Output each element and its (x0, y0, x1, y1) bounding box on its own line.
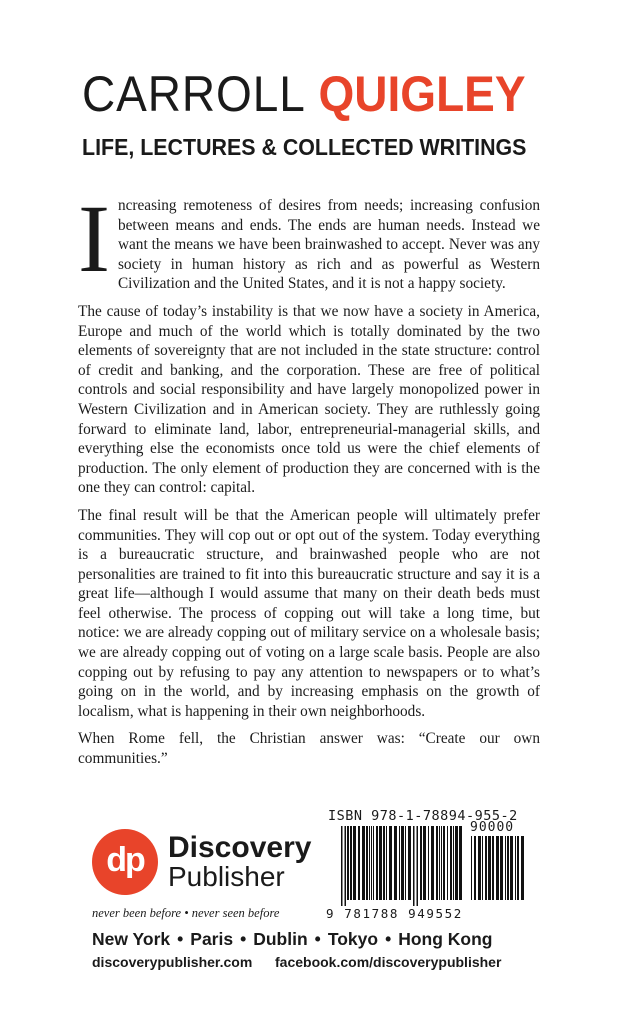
barcode-bar (478, 836, 481, 900)
barcode-bar (376, 826, 378, 900)
publisher-name-line1: Discovery (168, 831, 312, 864)
barcode-bar (492, 836, 494, 900)
barcode-bar (417, 826, 419, 906)
city-list (92, 928, 492, 950)
barcode-bar (405, 826, 406, 900)
publisher-name-line2: Publisher (168, 861, 285, 892)
city-name: Paris (190, 929, 234, 949)
barcode-bar (515, 836, 516, 900)
barcode-bar (423, 826, 426, 900)
barcode-bar (350, 826, 352, 900)
barcode-bar (439, 826, 440, 900)
barcode-bar (455, 826, 458, 900)
barcode-bar (436, 826, 438, 900)
addon-barcode (470, 836, 526, 906)
barcode-bar (428, 826, 429, 900)
barcode-bar (347, 826, 349, 900)
publisher-logo (92, 829, 322, 899)
barcode-bar (345, 826, 347, 906)
barcode-bar (389, 826, 392, 900)
book-subtitle: LIFE, LECTURES & COLLECTED WRITINGS (82, 134, 527, 160)
barcode-bar (507, 836, 509, 900)
city-name: Tokyo (327, 929, 379, 949)
barcode-bar (510, 836, 513, 900)
barcode-bar (488, 836, 491, 900)
drop-cap: I (78, 185, 110, 292)
barcode-bar (362, 826, 365, 900)
website-link[interactable]: discoverypublisher.com (92, 954, 253, 970)
barcode-bar (521, 836, 524, 900)
barcode-bar (500, 836, 503, 900)
barcode-bar (459, 826, 462, 900)
blurb-paragraph-2: The cause of today’s instability is that we now have a society in America, Europe and much of the world which is totally dominated by the two elements of sovereignty that are not included in the state structure: control of credit and banking, and the corporation. These are free of political controls and social responsibility and have largely monopolized power in Western Civilization and in American society. They are ruthlessly going forward to eliminate land, labor, entrepreneurial-managerial skills, and everything else the economists once told us were the chief elements of production. The only element of production they are concerned with is the one they can control: capital. (78, 302, 540, 497)
barcode-bar (408, 826, 411, 900)
blurb-paragraph-4: When Rome fell, the Christian answer was: “Create our own communities.” (78, 730, 540, 768)
barcode-bar (474, 836, 476, 900)
price-addon-number: 90000 (470, 820, 515, 835)
barcode-bar (341, 826, 343, 906)
barcode-bar (401, 826, 404, 900)
ean-barcode (340, 826, 464, 906)
barcode-bar (443, 826, 445, 900)
city-separator: • (314, 929, 321, 949)
barcode-bar (371, 826, 372, 900)
blurb-paragraph-3: The final result will be that the American people will ultimately prefer communities. They will cop out or opt out of the system. Today everything is a bureaucratic structure, and brainwashed people who are not personalities are trained to fit into this bureaucratic structure and say it is a great life—although I would assume that many on their death beds must feel otherwise. The process of copping out will take a long time, but notice: we are already copping out of military service on a wholesale basis; we are already copping out of voting on a large scale basis. People are also copping out by refusing to pay any attention to newspapers or to what’s going on in the world, and by increasing emphasis on the growth of localism, what is happening in their own neighborhoods. (78, 506, 540, 720)
city-name: Dublin (253, 929, 308, 949)
blurb-paragraph-1 (78, 185, 540, 294)
barcode-bar (366, 826, 368, 900)
barcode-bar (505, 836, 506, 900)
barcode-bar (369, 826, 370, 900)
barcode-bar (441, 826, 442, 900)
barcode-bar (485, 836, 487, 900)
city-name: New York (92, 929, 171, 949)
logo-letters: dp (106, 841, 144, 879)
book-title (82, 66, 526, 122)
city-separator: • (240, 929, 247, 949)
city-separator: • (177, 929, 184, 949)
barcode-bar (373, 826, 374, 900)
author-last-name: QUIGLEY (318, 66, 526, 122)
city-name: Hong Kong (398, 929, 493, 949)
barcode-bar (471, 836, 472, 900)
barcode-bar (420, 826, 422, 900)
barcode-bar (496, 836, 499, 900)
isbn-label: ISBN 978-1-78894-955-2 (328, 808, 518, 824)
barcode-bar (379, 826, 382, 900)
city-separator: • (385, 929, 392, 949)
paragraph-1-text: ncreasing remoteness of desires from needs; increasing confusion between means and ends. The ends are human needs. Instead we want the means we have been brainwashed to accept. Never was any society in human history as rich and as powerful as Western Civilization and the United States, and it is not a happy society. (117, 197, 540, 293)
barcode-bar (413, 826, 415, 906)
publisher-logo-icon (92, 829, 158, 895)
barcode-bar (394, 826, 397, 900)
barcode-bar (450, 826, 452, 900)
barcode-bar (383, 826, 385, 900)
barcode-bar (453, 826, 454, 900)
blurb-text (78, 185, 540, 777)
ean-digits: 9 781788 949552 (326, 906, 463, 921)
barcode-bar (517, 836, 519, 900)
barcode-bar (447, 826, 448, 900)
barcode-bar (482, 836, 483, 900)
barcode-bar (399, 826, 400, 900)
barcode-bar (386, 826, 387, 900)
barcode-bar (353, 826, 356, 900)
facebook-link[interactable]: facebook.com/discoverypublisher (275, 954, 502, 970)
barcode-bar (358, 826, 360, 900)
barcode-bar (431, 826, 434, 900)
publisher-tagline: never been before • never seen before (92, 906, 280, 920)
author-first-name: CARROLL (82, 66, 306, 122)
